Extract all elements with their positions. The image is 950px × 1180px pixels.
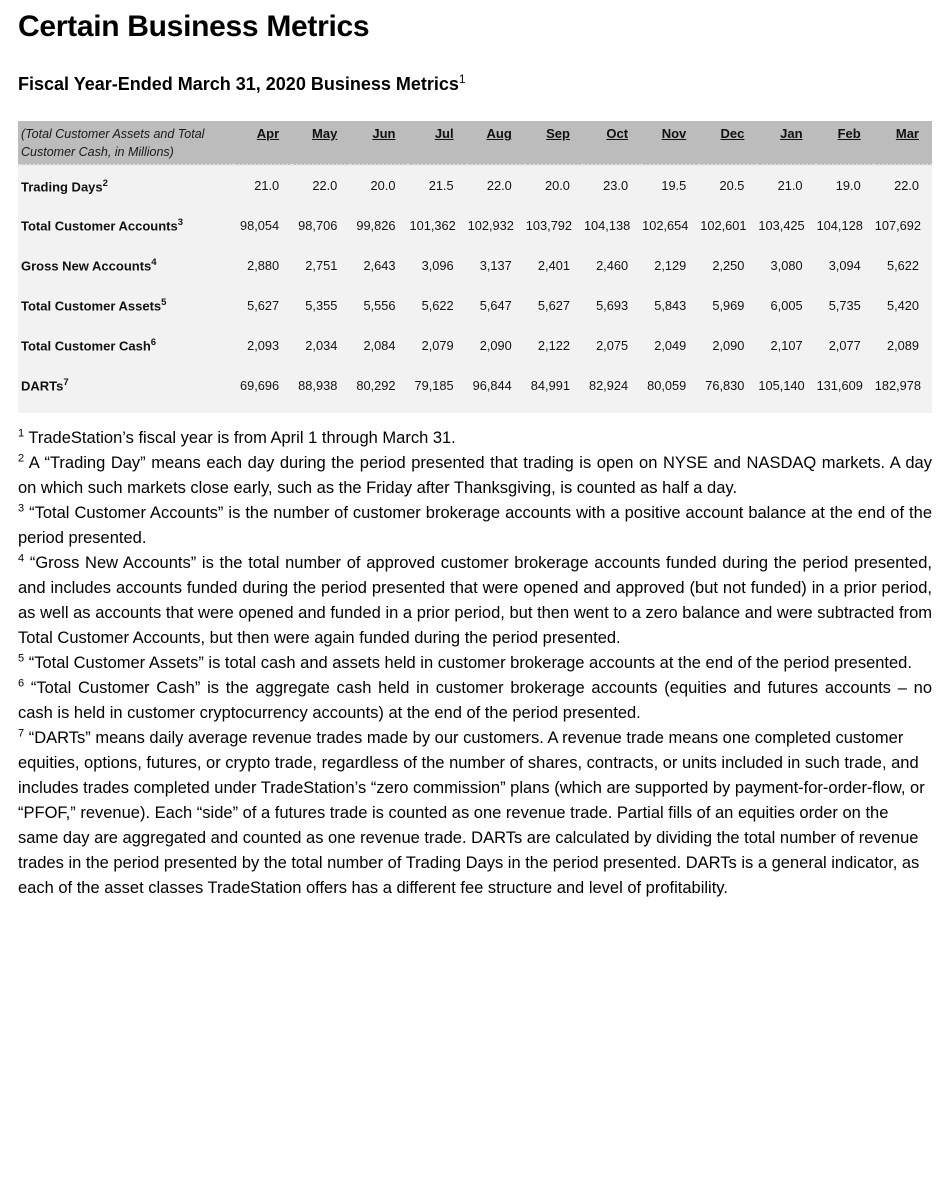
metric-value-cell: 5,693 — [596, 297, 629, 313]
metric-value-cell: 3,080 — [770, 257, 803, 273]
footnote-ref-4: 4 — [151, 257, 157, 269]
metric-value-cell: 2,751 — [305, 257, 338, 273]
month-column-header: Jun — [350, 121, 408, 165]
metric-value-cell: 2,107 — [770, 337, 803, 353]
row-label-text: Total Customer Cash — [21, 338, 151, 354]
footnote-4: $^4$ “Gross New Accounts” is the total number of approved customer brokerage accounts funded during the period presented, and includes accounts funded during the period presented that were opened and approved (but not funded) in a prior period, as well as accounts that were opened and funded in a prior period, but then went to a zero balance and were subtracted from Total Customer Accounts, but then were again funded during the period presented. — [18, 552, 932, 648]
metric-value-cell: 5,647 — [479, 297, 512, 313]
metric-value-cell: 2,460 — [596, 257, 629, 273]
metric-value-cell: 3,096 — [421, 257, 454, 273]
footnote-7: $^7$ “DARTs” means daily average revenue trades made by our customers. A revenue trade means one completed customer equities, options, futures, or crypto trade, regardless of the number of shares, contracts, or units included in such trade, and includes trades completed under TradeStation’s “zero commission” plans (which are supported by payment-for-order-flow, or “PFOF,” revenue). Each “side” of a futures trade is counted as one revenue trade. Partial fills of an equities order on the same day are aggregated and counted as one revenue trade. DARTs are calculated by dividing the total number of revenue trades in the period presented by the total number of Trading Days in the period presented. DARTs is a general indicator, as each of the asset classes TradeStation offers has a different fee structure and level of profitability. — [18, 727, 925, 898]
metric-value-cell: 104,138 — [583, 217, 631, 233]
metric-value-cell: 2,089 — [886, 337, 919, 353]
metric-value-cell: 182,978 — [874, 377, 921, 393]
metric-value-cell: 102,601 — [700, 217, 747, 233]
metric-value-cell: 82,924 — [588, 377, 629, 393]
metric-value-cell: 2,122 — [537, 337, 570, 353]
row-label — [18, 325, 234, 365]
footnote-marker-1: 1 — [18, 427, 25, 440]
metric-value-cell: 2,401 — [537, 257, 570, 273]
footnote-5: $^5$ “Total Customer Assets” is total cash and assets held in customer brokerage accounts at the end of the period presented. — [18, 652, 912, 673]
metric-value-cell: 21.0 — [777, 178, 803, 194]
metric-value-cell: 19.5 — [661, 178, 687, 194]
metric-value-cell: 131,609 — [816, 377, 863, 393]
metric-value-cell: 102,654 — [642, 217, 689, 233]
month-column-header: Oct — [583, 121, 641, 165]
table-unit-note: (Total Customer Assets and Total Customer Cash, in Millions) — [18, 121, 234, 165]
metric-value-cell: 2,077 — [828, 337, 861, 353]
metrics-table-header — [18, 121, 932, 165]
footnote-1: $^1$ TradeStation’s fiscal year is from April 1 through March 31. — [18, 427, 456, 448]
metric-value-cell: 5,627 — [247, 297, 280, 313]
metric-value-cell: 22.0 — [894, 178, 919, 194]
table-row — [18, 205, 932, 245]
footnote-3: $^3$ “Total Customer Accounts” is the number of customer brokerage accounts with a positive account balance at the end of the period presented. — [18, 502, 932, 548]
table-spacer-cell — [18, 405, 932, 413]
row-label — [18, 165, 234, 205]
metric-value-cell: 5,622 — [886, 257, 919, 273]
month-column-header: Aug — [467, 121, 525, 165]
metric-value-cell: 101,362 — [409, 217, 456, 233]
metric-value-cell: 5,420 — [886, 297, 919, 313]
metric-value-cell: 79,185 — [414, 377, 454, 393]
metric-value-cell: 105,140 — [758, 377, 805, 393]
row-label-text: Trading Days — [21, 179, 103, 194]
row-label-text: DARTs — [21, 378, 64, 394]
month-column-header: Nov — [641, 121, 699, 165]
month-column-header: Feb — [816, 121, 874, 165]
metric-value-cell: 84,991 — [530, 377, 570, 393]
metric-value-cell: 102,932 — [467, 217, 514, 233]
metric-value-cell: 2,034 — [305, 337, 338, 353]
metric-value-cell: 3,137 — [479, 257, 512, 273]
footnote-ref-6: 6 — [150, 337, 157, 349]
metric-value-cell: 2,250 — [712, 257, 745, 273]
metric-value-cell: 21.5 — [428, 178, 454, 194]
footnote-2: $^2$ A “Trading Day” means each day during the period presented that trading is open on NYSE and NASDAQ markets. A day on which such markets close early, such as the Friday after Thanksgiving, is counted as half a day. — [18, 452, 932, 498]
row-label — [18, 285, 234, 325]
metric-value-cell: 5,969 — [712, 297, 745, 313]
footnote-ref-3: 3 — [177, 217, 184, 229]
table-row — [18, 285, 932, 325]
row-label-text: Total Customer Accounts — [21, 218, 178, 234]
month-column-header: May — [292, 121, 350, 165]
metric-value-cell: 5,556 — [363, 297, 396, 313]
footnote-marker-6: 6 — [18, 677, 25, 690]
metric-value-cell: 103,792 — [525, 217, 573, 233]
metric-value-cell: 2,084 — [363, 337, 396, 353]
metric-value-cell: 103,425 — [758, 217, 805, 233]
metric-value-cell: 96,844 — [472, 377, 512, 393]
footnote-marker-5: 5 — [18, 652, 25, 665]
metric-value-cell: 69,696 — [240, 377, 280, 393]
metric-value-cell: 2,093 — [247, 337, 280, 353]
metric-value-cell: 20.5 — [719, 178, 745, 194]
metric-value-cell: 6,005 — [770, 297, 803, 313]
metric-value-cell: 2,079 — [421, 337, 454, 353]
footnote-ref-1: 1 — [458, 71, 466, 86]
metric-value-cell: 5,735 — [828, 297, 861, 313]
table-row — [18, 325, 932, 365]
metric-value-cell: 2,075 — [596, 337, 629, 353]
metric-value-cell: 88,938 — [298, 377, 338, 393]
table-row — [18, 245, 932, 285]
table-spacer-row — [18, 405, 932, 413]
footnote-ref-7: 7 — [63, 377, 69, 389]
metric-value-cell: 20.0 — [370, 178, 396, 194]
row-label — [18, 205, 234, 245]
metric-value-cell: 2,090 — [712, 337, 745, 353]
metric-value-cell: 5,355 — [305, 297, 338, 313]
page-title: Certain Business Metrics — [18, 10, 370, 43]
metric-value-cell: 99,826 — [356, 217, 396, 233]
footnote-ref-5: 5 — [161, 297, 167, 309]
metric-value-cell: 80,059 — [647, 377, 687, 393]
metric-value-cell: 2,090 — [479, 337, 512, 353]
metric-value-cell: 5,622 — [421, 297, 454, 313]
metric-value-cell: 76,830 — [705, 377, 745, 393]
metric-value-cell: 107,692 — [874, 217, 921, 233]
row-label — [18, 245, 234, 285]
metrics-table-body — [18, 165, 932, 413]
month-column-header: Apr — [234, 121, 292, 165]
footnote-6: $^6$ “Total Customer Cash” is the aggregate cash held in customer brokerage accounts (equities and futures accounts – no cash is held in customer cryptocurrency accounts) at the end of the period presented. — [18, 677, 932, 723]
metric-value-cell: 23.0 — [603, 178, 629, 194]
row-label-text: Total Customer Assets — [21, 298, 162, 314]
table-row — [18, 365, 932, 405]
footnotes-block — [18, 426, 932, 901]
metric-value-cell: 104,128 — [816, 217, 863, 233]
metric-value-cell: 20.0 — [545, 178, 570, 194]
metric-value-cell: 3,094 — [828, 257, 861, 273]
footnote-ref-2: 2 — [102, 177, 108, 189]
metric-value-cell: 5,843 — [654, 297, 687, 313]
footnote-marker-3: 3 — [18, 502, 25, 515]
metric-value-cell: 19.0 — [835, 178, 861, 194]
row-label — [18, 365, 234, 405]
metric-value-cell: 2,880 — [247, 257, 280, 273]
metric-value-cell: 80,292 — [356, 377, 396, 393]
table-row — [18, 165, 932, 205]
footnote-marker-4: 4 — [18, 552, 25, 565]
footnote-marker-2: 2 — [18, 452, 25, 465]
month-column-header: Dec — [699, 121, 757, 165]
row-label-text: Gross New Accounts — [21, 258, 152, 274]
month-header-row — [18, 121, 932, 165]
metric-value-cell: 21.0 — [254, 178, 280, 194]
section-heading — [18, 71, 932, 96]
metric-value-cell: 98,054 — [240, 217, 280, 233]
metric-value-cell: 5,627 — [537, 297, 570, 313]
metric-value-cell: 2,643 — [363, 257, 396, 273]
month-column-header: Jul — [408, 121, 466, 165]
metric-value-cell: 22.0 — [486, 178, 512, 194]
month-column-header: Jan — [757, 121, 815, 165]
section-heading-text: Fiscal Year-Ended March 31, 2020 Business Metrics — [18, 73, 459, 94]
metric-value-cell: 2,129 — [654, 257, 687, 273]
metric-value-cell: 2,049 — [654, 337, 687, 353]
month-column-header: Mar — [874, 121, 932, 165]
metric-value-cell: 22.0 — [312, 178, 338, 194]
metrics-table — [18, 121, 932, 413]
metric-value-cell: 98,706 — [298, 217, 338, 233]
footnote-marker-7: 7 — [18, 727, 25, 740]
month-column-header: Sep — [525, 121, 583, 165]
